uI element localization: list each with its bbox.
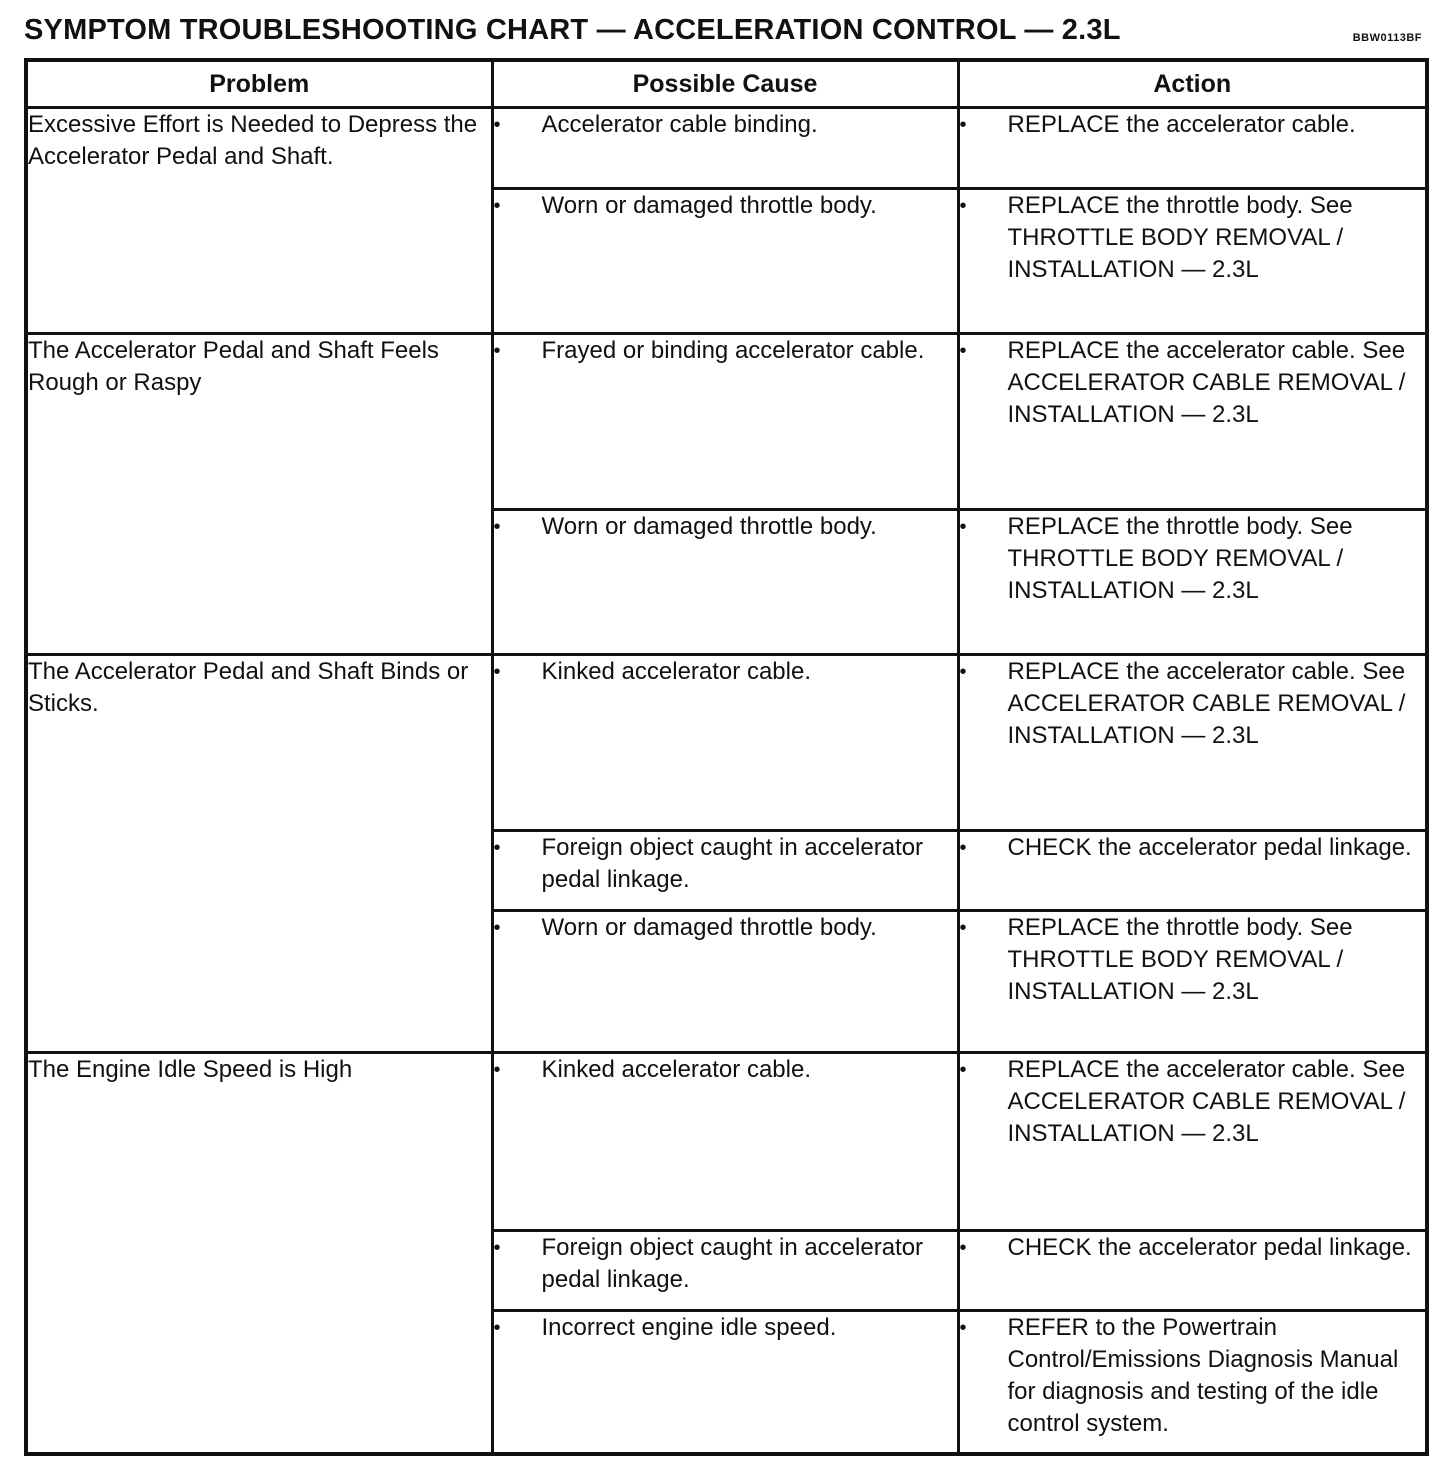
table-row: [26, 108, 1427, 189]
bullet-icon: •: [959, 114, 967, 136]
bullet-icon: •: [493, 516, 501, 538]
cause-cell: [492, 510, 958, 655]
cause-text: Worn or damaged throttle body.: [541, 513, 877, 540]
table-row: [26, 1053, 1427, 1231]
figure-code: BBW0113BF: [1352, 32, 1422, 44]
action-cell: [958, 911, 1427, 1053]
header-row: [26, 60, 1427, 108]
cause-text: Frayed or binding accelerator cable.: [541, 337, 925, 364]
cause-text: Kinked accelerator cable.: [541, 658, 811, 685]
cause-text: Incorrect engine idle speed.: [541, 1314, 837, 1341]
cause-cell: [492, 1231, 958, 1311]
bullet-icon: •: [493, 837, 501, 859]
problem-cell: The Accelerator Pedal and Shaft Feels Rough or Raspy: [26, 334, 492, 655]
action-cell: [958, 1053, 1427, 1231]
troubleshooting-table: [24, 58, 1429, 1456]
action-text: CHECK the accelerator pedal linkage.: [1007, 1234, 1412, 1261]
action-text: REPLACE the accelerator cable.: [1007, 111, 1356, 138]
cause-cell: [492, 655, 958, 831]
table-row: [26, 334, 1427, 510]
cause-cell: [492, 108, 958, 189]
bullet-icon: •: [959, 195, 967, 217]
table-row: [26, 655, 1427, 831]
action-cell: [958, 334, 1427, 510]
bullet-icon: •: [493, 1317, 501, 1339]
cause-cell: [492, 1311, 958, 1454]
cause-text: Foreign object caught in accelerator pedal linkage.: [541, 834, 924, 893]
bullet-icon: •: [493, 917, 501, 939]
action-text: REPLACE the throttle body. See THROTTLE BODY REMOVAL / INSTALLATION — 2.3L: [1007, 192, 1353, 283]
cause-text: Accelerator cable binding.: [541, 111, 818, 138]
cause-text: Kinked accelerator cable.: [541, 1056, 811, 1083]
action-cell: [958, 510, 1427, 655]
action-cell: [958, 108, 1427, 189]
cause-text: Worn or damaged throttle body.: [541, 914, 877, 941]
bullet-icon: •: [959, 1059, 967, 1081]
cause-cell: [492, 831, 958, 911]
problem-cell: The Accelerator Pedal and Shaft Binds or Sticks.: [26, 655, 492, 1053]
cause-cell: [492, 189, 958, 334]
bullet-icon: •: [959, 837, 967, 859]
bullet-icon: •: [493, 661, 501, 683]
action-cell: [958, 1231, 1427, 1311]
bullet-icon: •: [493, 1059, 501, 1081]
problem-cell: Excessive Effort is Needed to Depress the Accelerator Pedal and Shaft.: [26, 108, 492, 334]
action-cell: [958, 189, 1427, 334]
header-possible-cause: Possible Cause: [492, 60, 958, 108]
bullet-icon: •: [493, 114, 501, 136]
cause-cell: [492, 911, 958, 1053]
bullet-icon: •: [493, 195, 501, 217]
bullet-icon: •: [493, 1237, 501, 1259]
bullet-icon: •: [959, 340, 967, 362]
action-text: REPLACE the accelerator cable. See ACCELERATOR CABLE REMOVAL / INSTALLATION — 2.3L: [1007, 337, 1406, 428]
cause-text: Worn or damaged throttle body.: [541, 192, 877, 219]
bullet-icon: •: [959, 1317, 967, 1339]
action-text: REFER to the Powertrain Control/Emissions Diagnosis Manual for diagnosis and testing of the idle control system.: [1007, 1314, 1399, 1437]
action-text: CHECK the accelerator pedal linkage.: [1007, 834, 1412, 861]
bullet-icon: •: [959, 516, 967, 538]
action-text: REPLACE the accelerator cable. See ACCELERATOR CABLE REMOVAL / INSTALLATION — 2.3L: [1007, 1056, 1406, 1147]
bullet-icon: •: [493, 340, 501, 362]
header-problem: Problem: [26, 60, 492, 108]
action-cell: [958, 655, 1427, 831]
cause-cell: [492, 334, 958, 510]
cause-text: Foreign object caught in accelerator pedal linkage.: [541, 1234, 924, 1293]
cause-cell: [492, 1053, 958, 1231]
bullet-icon: •: [959, 661, 967, 683]
action-text: REPLACE the accelerator cable. See ACCELERATOR CABLE REMOVAL / INSTALLATION — 2.3L: [1007, 658, 1406, 749]
action-cell: [958, 831, 1427, 911]
action-cell: [958, 1311, 1427, 1454]
header-action: Action: [958, 60, 1427, 108]
chart-title: SYMPTOM TROUBLESHOOTING CHART — ACCELERATION CONTROL — 2.3L: [24, 14, 1121, 46]
bullet-icon: •: [959, 1237, 967, 1259]
action-text: REPLACE the throttle body. See THROTTLE BODY REMOVAL / INSTALLATION — 2.3L: [1007, 914, 1353, 1005]
action-text: REPLACE the throttle body. See THROTTLE BODY REMOVAL / INSTALLATION — 2.3L: [1007, 513, 1353, 604]
problem-cell: The Engine Idle Speed is High: [26, 1053, 492, 1454]
bullet-icon: •: [959, 917, 967, 939]
